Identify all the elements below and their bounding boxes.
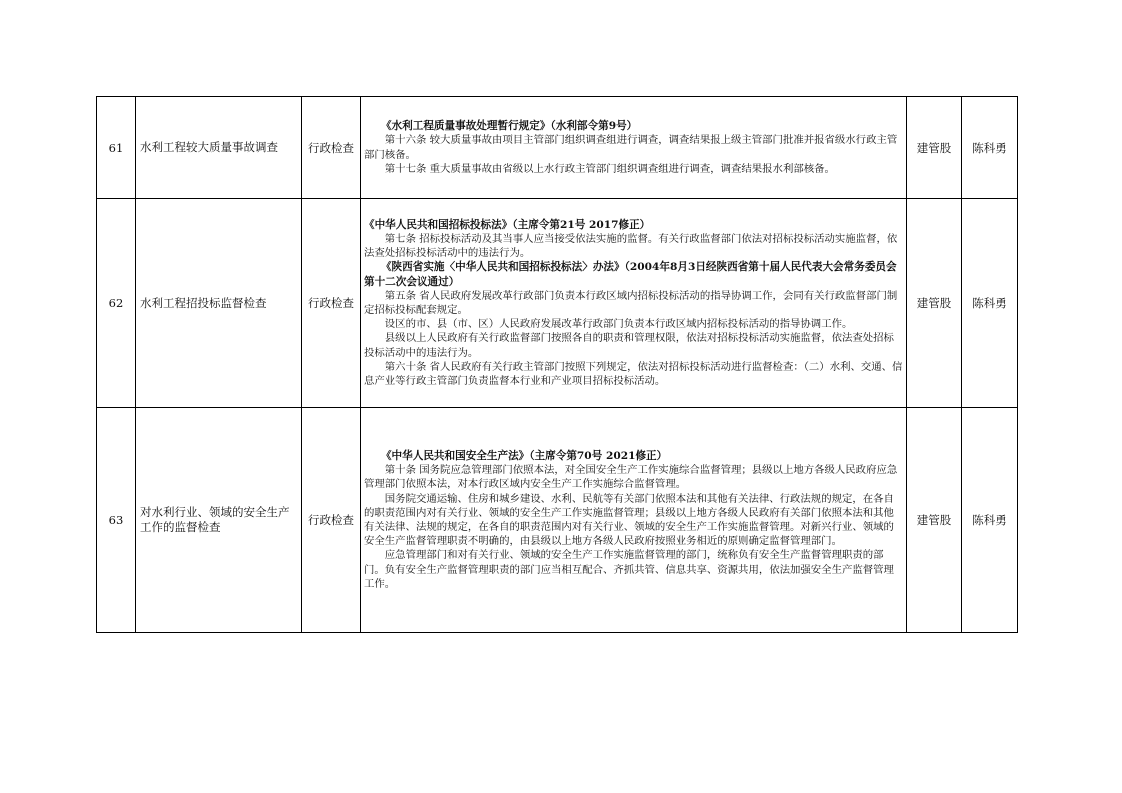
item-type: 行政检查 — [302, 199, 361, 408]
law-article: 第十条 国务院应急管理部门依照本法，对全国安全生产工作实施综合监督管理；县级以上地方各级人民政府应急管理部门依照本法，对本行政区域内安全生产工作实施综合监督管理。 — [364, 464, 898, 491]
responsible-dept: 建管股 — [907, 408, 962, 633]
inspection-table — [96, 96, 1018, 633]
law-title: 《中华人民共和国招标投标法》（主席令第21号 2017修正） — [364, 218, 651, 231]
responsible-dept: 建管股 — [907, 199, 962, 408]
legal-basis — [361, 408, 907, 633]
table-row — [97, 199, 1018, 408]
law-article: 第五条 省人民政府发展改革行政部门负责本行政区域内招标投标活动的指导协调工作，会同有关行政监督部门制定招标投标配套规定。 — [364, 289, 898, 316]
law-article: 国务院交通运输、住房和城乡建设、水利、民航等有关部门依照本法和其他有关法律、行政法规的规定，在各自的职责范围内对有关行业、领域的安全生产工作实施监督管理；县级以上地方各级人民政府有关部门依照本法和其他有关法律、法规的规定，在各自的职责范围内对有关行业、领域的安全生产工作实施监督管理。对新兴行业、领域的安全生产监督管理职责不明确的，由县级以上地方各级人民政府按照业务相近的原则确定监督管理部门。 — [364, 492, 894, 548]
item-name: 水利工程招投标监督检查 — [136, 199, 302, 408]
row-number: 62 — [97, 199, 136, 408]
legal-basis — [361, 199, 907, 408]
law-article: 第六十条 省人民政府有关行政主管部门按照下列规定，依法对招标投标活动进行监督检查：（二）水利、交通、信息产业等行政主管部门负责监督本行业和产业项目招标投标活动。 — [364, 360, 903, 388]
law-article: 应急管理部门和对有关行业、领域的安全生产工作实施监督管理的部门，统称负有安全生产监督管理职责的部门。负有安全生产监督管理职责的部门应当相互配合、齐抓共管、信息共享、资源共用，依法加强安全生产监督管理工作。 — [364, 549, 894, 590]
responsible-person: 陈科勇 — [962, 199, 1018, 408]
item-name: 对水利行业、领域的安全生产工作的监督检查 — [136, 408, 302, 633]
responsible-person: 陈科勇 — [962, 97, 1018, 199]
legal-basis — [361, 97, 907, 199]
law-article: 设区的市、县（市、区）人民政府发展改革行政部门负责本行政区域内招标投标活动的指导协调工作。 — [384, 318, 853, 331]
law-title: 《中华人民共和国安全生产法》（主席令第70号 2021修正） — [380, 449, 668, 462]
item-type: 行政检查 — [302, 408, 361, 633]
row-number: 61 — [97, 97, 136, 199]
law-article: 县级以上人民政府有关行政监督部门按照各自的职责和管理权限，依法对招标投标活动实施监督，依法查处招标投标活动中的违法行为。 — [364, 332, 894, 359]
table-row — [97, 97, 1018, 199]
responsible-dept: 建管股 — [907, 97, 962, 199]
law-title: 《陕西省实施〈中华人民共和国招标投标法〉办法》（2004年8月3日经陕西省第十届人民代表大会常务委员会第十二次会议通过） — [364, 261, 897, 288]
item-type: 行政检查 — [302, 97, 361, 199]
row-number: 63 — [97, 408, 136, 633]
responsible-person: 陈科勇 — [962, 408, 1018, 633]
table-row — [97, 408, 1018, 633]
law-article: 第十七条 重大质量事故由省级以上水行政主管部门组织调查组进行调查，调查结果报水利部核备。 — [384, 162, 835, 175]
law-article: 第十六条 较大质量事故由项目主管部门组织调查组进行调查，调查结果报上级主管部门批准并报省级水行政主管部门核备。 — [364, 134, 898, 161]
law-title: 《水利工程质量事故处理暂行规定》（水利部令第9号） — [380, 120, 638, 133]
law-article: 第七条 招标投标活动及其当事人应当接受依法实施的监督。有关行政监督部门依法对招标投标活动实施监督，依法查处招标投标活动中的违法行为。 — [364, 232, 898, 260]
item-name: 水利工程较大质量事故调查 — [136, 97, 302, 199]
